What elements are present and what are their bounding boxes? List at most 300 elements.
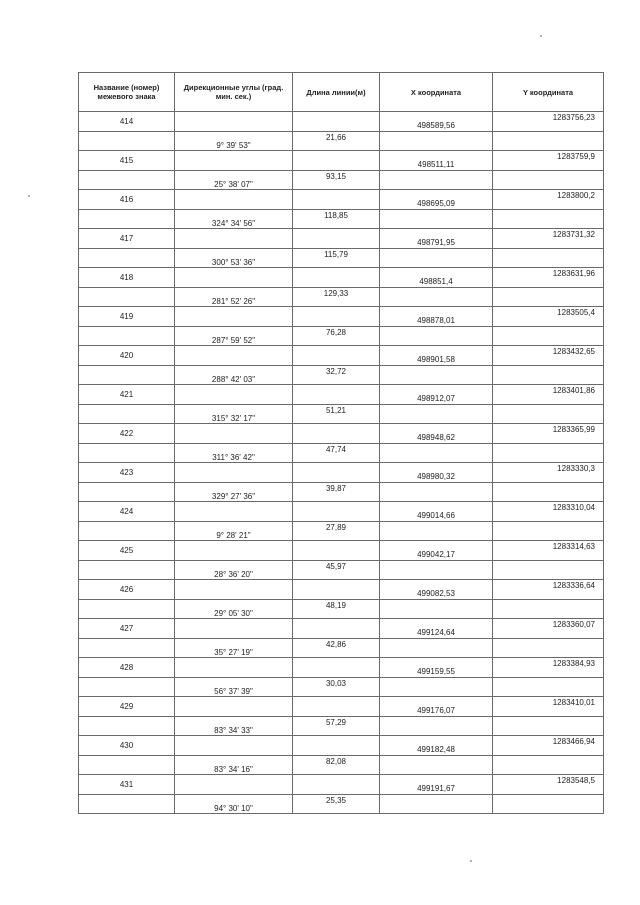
y-coordinate-cell-value: 1283384,93: [552, 658, 595, 668]
y-coordinate-cell: [493, 541, 604, 561]
table-row-point: [79, 307, 604, 327]
point-name-cell-value: 423: [119, 467, 134, 477]
y-cell-empty: [493, 638, 604, 658]
x-coordinate-cell-value: 498589,56: [417, 120, 455, 130]
table-row-segment: [79, 638, 604, 658]
y-cell-empty: [493, 599, 604, 619]
length-cell-empty: [293, 190, 380, 210]
line-length-cell: [293, 716, 380, 736]
x-coordinate-cell-value: 498912,07: [417, 393, 455, 403]
point-name-cell-value: 425: [119, 545, 134, 555]
direction-angle-cell-value: 29° 05' 30": [214, 609, 253, 619]
point-name-cell: [79, 775, 175, 795]
angle-cell-empty: [175, 385, 293, 405]
y-coordinate-cell: [493, 736, 604, 756]
angle-cell-empty: [175, 346, 293, 366]
y-coordinate-cell-value: 1283466,94: [552, 736, 595, 746]
name-cell-empty: [79, 755, 175, 775]
table-row-segment: [79, 794, 604, 814]
line-length-cell-value: 82,08: [325, 757, 347, 767]
x-coordinate-cell-value: 499176,07: [417, 705, 455, 715]
x-coordinate-cell: [380, 775, 493, 795]
y-coordinate-cell: [493, 580, 604, 600]
y-coordinate-cell: [493, 346, 604, 366]
table-row-point: [79, 619, 604, 639]
y-cell-empty: [493, 443, 604, 463]
y-coordinate-cell-value: 1283336,64: [552, 580, 595, 590]
point-name-cell-value: 414: [119, 116, 134, 126]
table-body: [79, 112, 604, 814]
y-coordinate-cell: [493, 658, 604, 678]
y-coordinate-cell: [493, 268, 604, 288]
y-cell-empty: [493, 677, 604, 697]
x-cell-empty: [380, 521, 493, 541]
y-cell-empty: [493, 326, 604, 346]
line-length-cell-value: 129,33: [323, 289, 349, 299]
table-row-point: [79, 385, 604, 405]
length-cell-empty: [293, 346, 380, 366]
length-cell-empty: [293, 736, 380, 756]
length-cell-empty: [293, 697, 380, 717]
line-length-cell: [293, 560, 380, 580]
line-length-cell: [293, 794, 380, 814]
y-coordinate-cell-value: 1283310,04: [552, 502, 595, 512]
x-cell-empty: [380, 365, 493, 385]
table-row-point: [79, 424, 604, 444]
direction-angle-cell-value: 25° 38' 07": [214, 180, 253, 190]
x-coordinate-cell: [380, 424, 493, 444]
y-cell-empty: [493, 209, 604, 229]
point-name-cell: [79, 307, 175, 327]
y-coordinate-cell-value: 1283410,01: [552, 697, 595, 707]
y-cell-empty: [493, 716, 604, 736]
x-cell-empty: [380, 677, 493, 697]
angle-cell-empty: [175, 619, 293, 639]
line-length-cell: [293, 248, 380, 268]
table-row-point: [79, 658, 604, 678]
line-length-cell: [293, 287, 380, 307]
x-cell-empty: [380, 326, 493, 346]
x-coordinate-cell: [380, 580, 493, 600]
length-cell-empty: [293, 151, 380, 171]
angle-cell-empty: [175, 307, 293, 327]
name-cell-empty: [79, 443, 175, 463]
table-header-row: [79, 73, 604, 112]
length-cell-empty: [293, 541, 380, 561]
table-row-segment: [79, 365, 604, 385]
y-coordinate-cell: [493, 463, 604, 483]
direction-angle-cell-value: 9° 39' 53": [216, 141, 251, 151]
line-length-cell-value: 32,72: [325, 367, 347, 377]
x-cell-empty: [380, 599, 493, 619]
angle-cell-empty: [175, 736, 293, 756]
direction-angle-cell: [175, 755, 293, 775]
y-coordinate-cell-value: 1283401,86: [552, 385, 595, 395]
name-cell-empty: [79, 677, 175, 697]
direction-angle-cell: [175, 482, 293, 502]
length-cell-empty: [293, 229, 380, 249]
point-name-cell-value: 428: [119, 662, 134, 672]
x-coordinate-cell-value: 498878,01: [417, 315, 455, 325]
name-cell-empty: [79, 599, 175, 619]
name-cell-empty: [79, 560, 175, 580]
table-row-segment: [79, 170, 604, 190]
y-coordinate-cell-value: 1283800,2: [557, 190, 595, 200]
direction-angle-cell: [175, 638, 293, 658]
line-length-cell: [293, 677, 380, 697]
header-x: X координата: [380, 73, 493, 112]
y-coordinate-cell: [493, 424, 604, 444]
table-row-point: [79, 229, 604, 249]
y-coordinate-cell: [493, 502, 604, 522]
table-row-point: [79, 112, 604, 132]
length-cell-empty: [293, 307, 380, 327]
direction-angle-cell: [175, 599, 293, 619]
table-row-segment: [79, 326, 604, 346]
x-coordinate-cell-value: 499082,53: [417, 588, 455, 598]
line-length-cell: [293, 599, 380, 619]
x-cell-empty: [380, 794, 493, 814]
table-row-point: [79, 736, 604, 756]
x-coordinate-cell: [380, 268, 493, 288]
length-cell-empty: [293, 112, 380, 132]
x-coordinate-cell-value: 499191,67: [417, 783, 455, 793]
name-cell-empty: [79, 131, 175, 151]
y-cell-empty: [493, 365, 604, 385]
table-row-segment: [79, 599, 604, 619]
table-row-point: [79, 580, 604, 600]
line-length-cell-value: 25,35: [325, 796, 347, 806]
table-row-segment: [79, 209, 604, 229]
table-row-point: [79, 190, 604, 210]
point-name-cell: [79, 268, 175, 288]
table-row-point: [79, 268, 604, 288]
point-name-cell: [79, 346, 175, 366]
table-row-segment: [79, 755, 604, 775]
direction-angle-cell-value: 287° 59' 52": [211, 336, 256, 346]
name-cell-empty: [79, 404, 175, 424]
point-name-cell: [79, 541, 175, 561]
scan-speck: [28, 195, 30, 197]
x-coordinate-cell: [380, 541, 493, 561]
line-length-cell: [293, 755, 380, 775]
table-row-segment: [79, 248, 604, 268]
y-cell-empty: [493, 521, 604, 541]
table-row-segment: [79, 560, 604, 580]
y-coordinate-cell: [493, 151, 604, 171]
y-coordinate-cell-value: 1283759,9: [557, 151, 595, 161]
point-name-cell: [79, 112, 175, 132]
line-length-cell: [293, 443, 380, 463]
point-name-cell: [79, 151, 175, 171]
header-length: Длина линии(м): [293, 73, 380, 112]
length-cell-empty: [293, 580, 380, 600]
angle-cell-empty: [175, 190, 293, 210]
table-row-point: [79, 697, 604, 717]
x-coordinate-cell-value: 498791,95: [417, 237, 455, 247]
line-length-cell-value: 57,29: [325, 718, 347, 728]
x-coordinate-cell: [380, 736, 493, 756]
y-cell-empty: [493, 287, 604, 307]
y-cell-empty: [493, 482, 604, 502]
y-coordinate-cell-value: 1283365,99: [552, 424, 595, 434]
length-cell-empty: [293, 463, 380, 483]
y-coordinate-cell-value: 1283548,5: [557, 775, 595, 785]
x-coordinate-cell: [380, 502, 493, 522]
line-length-cell-value: 47,74: [325, 445, 347, 455]
direction-angle-cell: [175, 287, 293, 307]
direction-angle-cell-value: 35° 27' 19": [214, 648, 253, 658]
name-cell-empty: [79, 326, 175, 346]
direction-angle-cell-value: 300° 53' 36": [211, 258, 256, 268]
x-cell-empty: [380, 560, 493, 580]
y-coordinate-cell-value: 1283505,4: [557, 307, 595, 317]
x-cell-empty: [380, 638, 493, 658]
x-coordinate-cell-value: 498948,62: [417, 432, 455, 442]
point-name-cell-value: 417: [119, 233, 134, 243]
x-cell-empty: [380, 170, 493, 190]
direction-angle-cell-value: 94° 30' 10": [214, 804, 253, 814]
header-angle: Дирекционные углы (град. мин. сек.): [175, 73, 293, 112]
table-row-segment: [79, 716, 604, 736]
direction-angle-cell: [175, 170, 293, 190]
x-cell-empty: [380, 716, 493, 736]
name-cell-empty: [79, 521, 175, 541]
x-coordinate-cell: [380, 229, 493, 249]
line-length-cell: [293, 209, 380, 229]
direction-angle-cell-value: 83° 34' 16": [214, 765, 253, 775]
line-length-cell-value: 39,87: [325, 484, 347, 494]
direction-angle-cell-value: 288° 42' 03": [211, 375, 256, 385]
x-coordinate-cell-value: 499014,66: [417, 510, 455, 520]
table-row-point: [79, 775, 604, 795]
table-row-segment: [79, 287, 604, 307]
point-name-cell-value: 427: [119, 623, 134, 633]
y-cell-empty: [493, 755, 604, 775]
point-name-cell-value: 421: [119, 389, 134, 399]
angle-cell-empty: [175, 229, 293, 249]
x-coordinate-cell-value: 499124,64: [417, 627, 455, 637]
name-cell-empty: [79, 365, 175, 385]
table-row-point: [79, 463, 604, 483]
name-cell-empty: [79, 287, 175, 307]
x-cell-empty: [380, 248, 493, 268]
scan-speck: [540, 35, 542, 37]
x-cell-empty: [380, 482, 493, 502]
direction-angle-cell: [175, 404, 293, 424]
direction-angle-cell: [175, 716, 293, 736]
x-coordinate-cell-value: 499182,48: [417, 744, 455, 754]
y-coordinate-cell: [493, 619, 604, 639]
direction-angle-cell: [175, 521, 293, 541]
line-length-cell: [293, 326, 380, 346]
length-cell-empty: [293, 385, 380, 405]
length-cell-empty: [293, 268, 380, 288]
table-row-segment: [79, 521, 604, 541]
point-name-cell-value: 429: [119, 701, 134, 711]
line-length-cell: [293, 131, 380, 151]
point-name-cell: [79, 463, 175, 483]
length-cell-empty: [293, 424, 380, 444]
point-name-cell: [79, 502, 175, 522]
point-name-cell: [79, 385, 175, 405]
name-cell-empty: [79, 794, 175, 814]
line-length-cell-value: 45,97: [325, 562, 347, 572]
x-coordinate-cell: [380, 619, 493, 639]
line-length-cell-value: 51,21: [325, 406, 347, 416]
header-name: Название (номер) межевого знака: [79, 73, 175, 112]
table-row-segment: [79, 404, 604, 424]
angle-cell-empty: [175, 697, 293, 717]
point-name-cell-value: 424: [119, 506, 134, 516]
y-cell-empty: [493, 794, 604, 814]
x-coordinate-cell-value: 499042,17: [417, 549, 455, 559]
point-name-cell: [79, 190, 175, 210]
point-name-cell-value: 430: [119, 740, 134, 750]
x-cell-empty: [380, 755, 493, 775]
x-cell-empty: [380, 443, 493, 463]
line-length-cell-value: 30,03: [325, 679, 347, 689]
point-name-cell: [79, 736, 175, 756]
table-row-segment: [79, 482, 604, 502]
direction-angle-cell-value: 9° 28' 21": [216, 531, 251, 541]
direction-angle-cell-value: 329° 27' 36": [211, 492, 256, 502]
x-coordinate-cell-value: 498511,11: [417, 159, 455, 169]
x-coordinate-cell: [380, 463, 493, 483]
direction-angle-cell: [175, 248, 293, 268]
direction-angle-cell: [175, 677, 293, 697]
x-coordinate-cell: [380, 658, 493, 678]
x-coordinate-cell-value: 498980,32: [417, 471, 455, 481]
name-cell-empty: [79, 638, 175, 658]
y-cell-empty: [493, 560, 604, 580]
direction-angle-cell: [175, 131, 293, 151]
direction-angle-cell-value: 315° 32' 17": [211, 414, 256, 424]
length-cell-empty: [293, 658, 380, 678]
line-length-cell: [293, 170, 380, 190]
direction-angle-cell-value: 311° 36' 42": [212, 453, 255, 463]
length-cell-empty: [293, 619, 380, 639]
point-name-cell-value: 419: [119, 311, 134, 321]
line-length-cell: [293, 521, 380, 541]
name-cell-empty: [79, 716, 175, 736]
point-name-cell: [79, 697, 175, 717]
point-name-cell: [79, 424, 175, 444]
direction-angle-cell-value: 28° 36' 20": [214, 570, 253, 580]
line-length-cell-value: 115,79: [324, 250, 348, 260]
angle-cell-empty: [175, 151, 293, 171]
y-cell-empty: [493, 404, 604, 424]
table-row-point: [79, 151, 604, 171]
point-name-cell: [79, 229, 175, 249]
y-coordinate-cell-value: 1283631,96: [552, 268, 595, 278]
line-length-cell-value: 42,86: [325, 640, 347, 650]
table-row-segment: [79, 131, 604, 151]
y-coordinate-cell-value: 1283330,3: [557, 463, 595, 473]
line-length-cell-value: 93,15: [325, 172, 347, 182]
scan-speck: [470, 860, 472, 862]
direction-angle-cell-value: 324° 34' 56": [211, 219, 256, 229]
x-coordinate-cell: [380, 385, 493, 405]
y-cell-empty: [493, 131, 604, 151]
angle-cell-empty: [175, 463, 293, 483]
direction-angle-cell: [175, 365, 293, 385]
x-coordinate-cell-value: 498695,09: [417, 198, 455, 208]
angle-cell-empty: [175, 268, 293, 288]
y-coordinate-cell: [493, 385, 604, 405]
direction-angle-cell-value: 281° 52' 26": [211, 297, 256, 307]
name-cell-empty: [79, 209, 175, 229]
y-coordinate-cell-value: 1283731,32: [552, 229, 595, 239]
y-coordinate-cell-value: 1283432,65: [552, 346, 595, 356]
y-coordinate-cell: [493, 112, 604, 132]
y-coordinate-cell-value: 1283314,63: [552, 541, 595, 551]
length-cell-empty: [293, 775, 380, 795]
x-coordinate-cell: [380, 112, 493, 132]
table-row-point: [79, 541, 604, 561]
line-length-cell-value: 118,85: [324, 211, 348, 221]
direction-angle-cell: [175, 443, 293, 463]
point-name-cell-value: 418: [119, 272, 134, 282]
angle-cell-empty: [175, 112, 293, 132]
point-name-cell: [79, 658, 175, 678]
y-coordinate-cell: [493, 190, 604, 210]
direction-angle-cell: [175, 560, 293, 580]
y-cell-empty: [493, 248, 604, 268]
point-name-cell-value: 426: [119, 584, 134, 594]
x-coordinate-cell: [380, 307, 493, 327]
x-coordinate-cell: [380, 346, 493, 366]
y-cell-empty: [493, 170, 604, 190]
length-cell-empty: [293, 502, 380, 522]
direction-angle-cell: [175, 326, 293, 346]
direction-angle-cell: [175, 209, 293, 229]
direction-angle-cell: [175, 794, 293, 814]
line-length-cell: [293, 482, 380, 502]
angle-cell-empty: [175, 658, 293, 678]
line-length-cell: [293, 638, 380, 658]
table-row-point: [79, 346, 604, 366]
y-coordinate-cell-value: 1283756,23: [552, 112, 595, 122]
boundary-coordinates-table: [78, 72, 604, 814]
direction-angle-cell-value: 56° 37' 39": [214, 687, 253, 697]
line-length-cell-value: 21,66: [325, 133, 347, 143]
table-row-segment: [79, 443, 604, 463]
point-name-cell: [79, 580, 175, 600]
line-length-cell-value: 76,28: [325, 328, 347, 338]
x-coordinate-cell-value: 498851,4: [419, 276, 453, 286]
line-length-cell: [293, 404, 380, 424]
angle-cell-empty: [175, 775, 293, 795]
angle-cell-empty: [175, 502, 293, 522]
x-cell-empty: [380, 131, 493, 151]
point-name-cell-value: 431: [119, 779, 134, 789]
y-coordinate-cell: [493, 229, 604, 249]
y-coordinate-cell: [493, 697, 604, 717]
line-length-cell: [293, 365, 380, 385]
point-name-cell-value: 416: [119, 194, 134, 204]
line-length-cell-value: 27,89: [325, 523, 347, 533]
point-name-cell: [79, 619, 175, 639]
header-y: Y координата: [493, 73, 604, 112]
y-coordinate-cell-value: 1283360,07: [552, 619, 595, 629]
angle-cell-empty: [175, 580, 293, 600]
angle-cell-empty: [175, 541, 293, 561]
table-row-segment: [79, 677, 604, 697]
x-cell-empty: [380, 404, 493, 424]
x-cell-empty: [380, 209, 493, 229]
name-cell-empty: [79, 170, 175, 190]
